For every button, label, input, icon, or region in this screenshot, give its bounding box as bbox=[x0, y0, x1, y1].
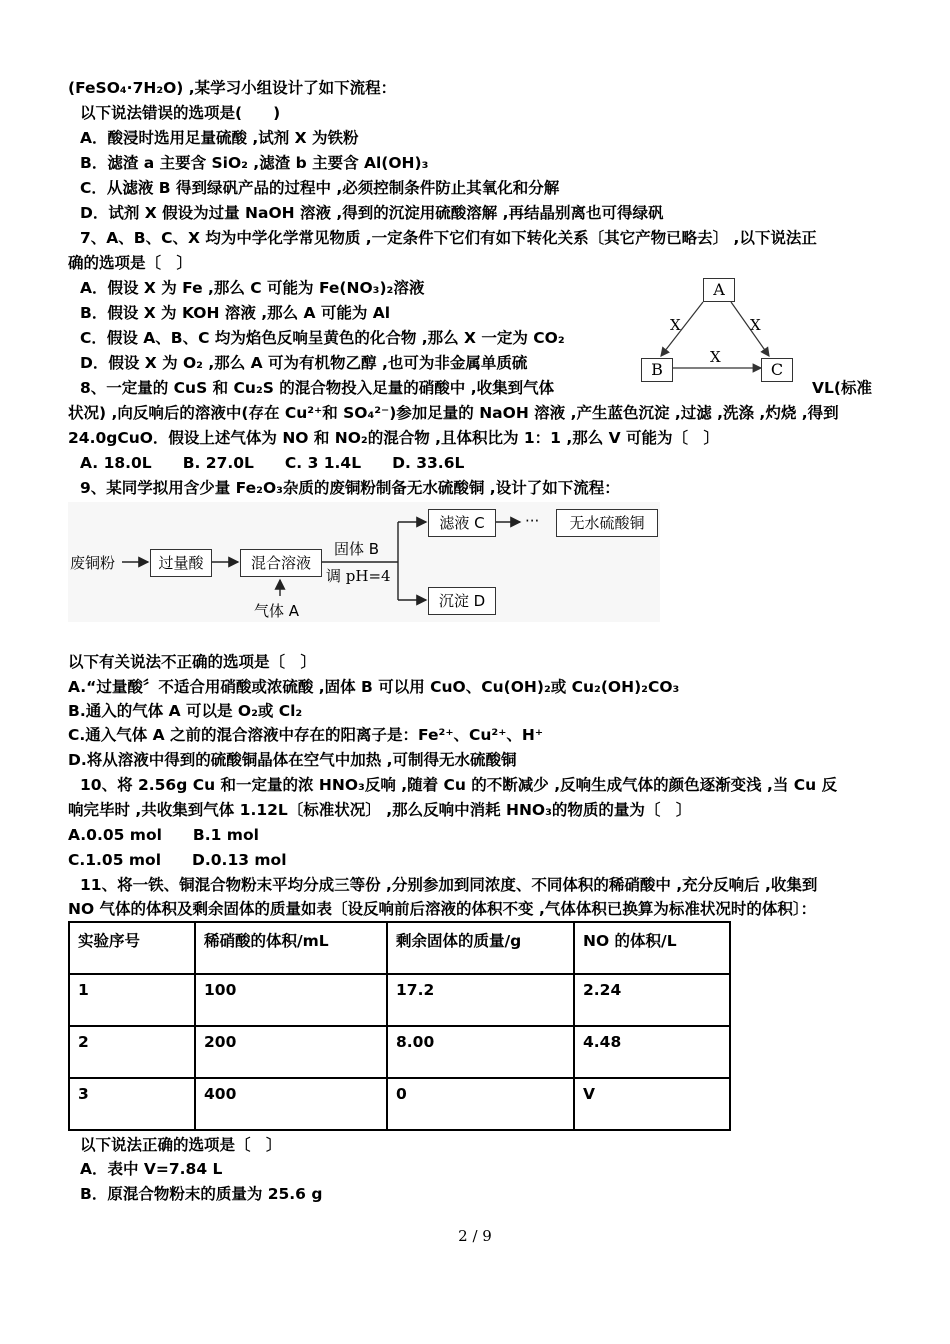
q7-diagram bbox=[635, 272, 795, 387]
table-cell: 0 bbox=[387, 1078, 574, 1130]
flow-precip: 沉淀 D bbox=[428, 587, 496, 615]
q8-line3: 24.0gCuO．假设上述气体为 NO 和 NO₂的混合物 ,且体积比为 1：1 ,那么 V 可能为〔 〕 bbox=[68, 429, 720, 447]
q7-option-c: C．假设 A、B、C 均为焰色反响呈黄色的化合物 ,那么 X 一定为 CO₂ bbox=[80, 329, 565, 347]
q8-line1-right: VL(标准 bbox=[812, 379, 872, 397]
table-row bbox=[69, 1026, 730, 1078]
q7-line1: 7、A、B、C、X 均为中学化学常见物质 ,一定条件下它们有如下转化关系〔其它产物已略去〕 ,以下说法正 bbox=[80, 229, 817, 247]
table-header-cell: 剩余固体的质量/g bbox=[387, 922, 574, 974]
q7-option-d: D．假设 X 为 O₂ ,那么 A 可为有机物乙醇 ,也可为非金属单质硫 bbox=[80, 354, 528, 372]
table-cell: 4.48 bbox=[574, 1026, 730, 1078]
table-cell: 8.00 bbox=[387, 1026, 574, 1078]
q8-line1-left: 8、一定量的 CuS 和 Cu₂S 的混合物投入足量的硝酸中 ,收集到气体 bbox=[80, 379, 555, 397]
edge-label-bc: X bbox=[710, 348, 721, 366]
table-row bbox=[69, 974, 730, 1026]
q6-stem: 以下说法错误的选项是( ) bbox=[80, 104, 281, 122]
node-a: A bbox=[703, 278, 735, 302]
q9-question: 以下有关说法不正确的选项是〔 〕 bbox=[68, 653, 317, 671]
flow-filtrate: 滤液 C bbox=[428, 509, 496, 537]
q11-option-b: B．原混合物粉末的质量为 25.6 g bbox=[80, 1185, 323, 1203]
node-c: C bbox=[761, 358, 793, 382]
flow-product: 无水硫酸铜 bbox=[556, 509, 658, 537]
table-header-row bbox=[69, 922, 730, 974]
table-cell: 1 bbox=[69, 974, 195, 1026]
table-row bbox=[69, 1078, 730, 1130]
q7-line2: 确的选项是〔 〕 bbox=[68, 254, 193, 272]
q11-question: 以下说法正确的选项是〔 〕 bbox=[80, 1136, 282, 1154]
q9-flow-diagram bbox=[68, 502, 660, 622]
edge-label-ab: X bbox=[670, 316, 681, 334]
q11-option-a: A．表中 V=7.84 L bbox=[80, 1160, 223, 1178]
q9-stem: 9、某同学拟用含少量 Fe₂O₃杂质的废铜粉制备无水硫酸铜 ,设计了如下流程： bbox=[80, 479, 620, 497]
flow-gas: 气体 A bbox=[254, 602, 300, 620]
table-cell: 100 bbox=[195, 974, 387, 1026]
q9-option-a: A.“过量酸〞不适合用硝酸或浓硫酸 ,固体 B 可以用 CuO、Cu(OH)₂或 Cu₂(OH)₂CO₃ bbox=[68, 678, 680, 696]
table-header-cell: NO 的体积/L bbox=[574, 922, 730, 974]
q11-line2: NO 气体的体积及剩余固体的质量如表〔设反响前后溶液的体积不变 ,气体体积已换算为标准状况时的体积〕： bbox=[68, 900, 817, 918]
flow-dots: ··· bbox=[525, 512, 540, 530]
q8-line2: 状况) ,向反响后的溶液中(存在 Cu²⁺和 SO₄²⁻)参加足量的 NaOH 溶液 ,产生蓝色沉淀 ,过滤 ,洗涤 ,灼烧 ,得到 bbox=[68, 404, 839, 422]
q7-option-a: A．假设 X 为 Fe ,那么 C 可能为 Fe(NO₃)₂溶液 bbox=[80, 279, 425, 297]
q6-intro-tail: (FeSO₄·7H₂O) ,某学习小组设计了如下流程： bbox=[68, 79, 397, 97]
q9-option-c: C.通入气体 A 之前的混合溶液中存在的阳离子是：Fe²⁺、Cu²⁺、H⁺ bbox=[68, 726, 544, 744]
table-header-cell: 稀硝酸的体积/mL bbox=[195, 922, 387, 974]
q11-data-table bbox=[68, 921, 731, 1131]
flow-ph: 调 pH=4 bbox=[326, 567, 391, 585]
flow-step2: 混合溶液 bbox=[240, 549, 322, 577]
table-cell: 17.2 bbox=[387, 974, 574, 1026]
table-cell: V bbox=[574, 1078, 730, 1130]
table-cell: 400 bbox=[195, 1078, 387, 1130]
q9-option-d: D.将从溶液中得到的硫酸铜晶体在空气中加热 ,可制得无水硫酸铜 bbox=[68, 751, 517, 769]
q6-option-a: A．酸浸时选用足量硫酸 ,试剂 X 为铁粉 bbox=[80, 129, 359, 147]
q6-option-b: B．滤渣 a 主要含 SiO₂ ,滤渣 b 主要含 Al(OH)₃ bbox=[80, 154, 429, 172]
page-number: 2 / 9 bbox=[458, 1227, 492, 1245]
q10-options-row1: A.0.05 mol B.1 mol bbox=[68, 826, 259, 844]
flow-start: 废铜粉 bbox=[70, 554, 116, 572]
q6-option-d: D．试剂 X 假设为过量 NaOH 溶液 ,得到的沉淀用硫酸溶解 ,再结晶别离也可得绿矾 bbox=[80, 204, 664, 222]
q10-line2: 响完毕时 ,共收集到气体 1.12L〔标准状况〕 ,那么反响中消耗 HNO₃的物质的量为〔 〕 bbox=[68, 801, 692, 819]
arrow-a-to-b bbox=[661, 302, 703, 356]
table-header-cell: 实验序号 bbox=[69, 922, 195, 974]
q7-option-b: B．假设 X 为 KOH 溶液 ,那么 A 可能为 Al bbox=[80, 304, 391, 322]
table-cell: 2 bbox=[69, 1026, 195, 1078]
table-cell: 2.24 bbox=[574, 974, 730, 1026]
q10-line1: 10、将 2.56g Cu 和一定量的浓 HNO₃反响 ,随着 Cu 的不断减少 ,反响生成气体的颜色逐渐变浅 ,当 Cu 反 bbox=[80, 776, 838, 794]
q8-options: A. 18.0L B. 27.0L C. 3 1.4L D. 33.6L bbox=[80, 454, 465, 472]
q11-line1: 11、将一铁、铜混合物粉末平均分成三等份 ,分别参加到同浓度、不同体积的稀硝酸中 ,充分反响后 ,收集到 bbox=[80, 876, 818, 894]
q9-option-b: B.通入的气体 A 可以是 O₂或 Cl₂ bbox=[68, 702, 303, 720]
table-cell: 200 bbox=[195, 1026, 387, 1078]
flow-solid: 固体 B bbox=[334, 540, 380, 558]
edge-label-ac: X bbox=[750, 316, 761, 334]
node-b: B bbox=[641, 358, 673, 382]
q10-options-row2: C.1.05 mol D.0.13 mol bbox=[68, 851, 287, 869]
q6-option-c: C．从滤液 B 得到绿矾产品的过程中 ,必须控制条件防止其氧化和分解 bbox=[80, 179, 560, 197]
flow-step1: 过量酸 bbox=[150, 549, 212, 577]
table-cell: 3 bbox=[69, 1078, 195, 1130]
